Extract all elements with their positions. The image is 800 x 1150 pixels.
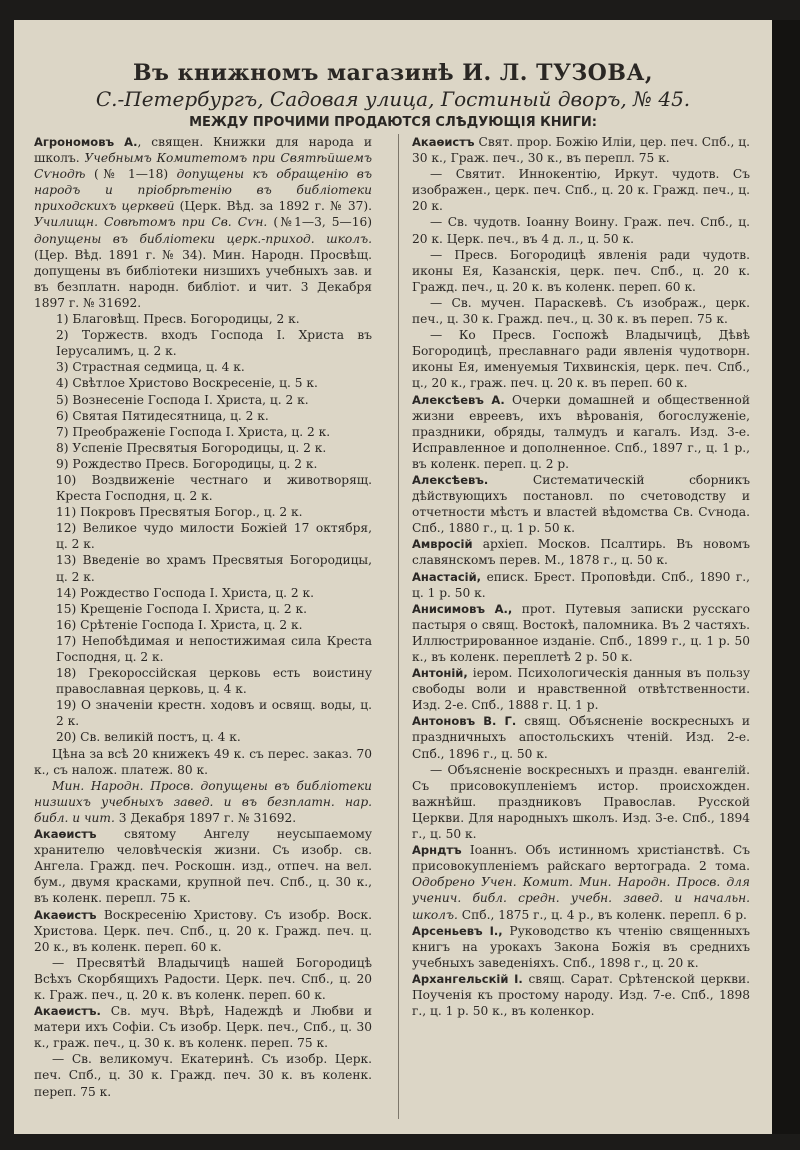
list-item: 19) О значеніи крестн. ходовъ и освящ. воды, ц. 2 к.: [56, 698, 372, 729]
entry-arkhangelsky: Архангельскій І. свящ. Сарат. Срѣтенской церкви. Поученія къ простому народу. Изд. 7-е. Спб., 1898 г., ц. 1 р. 50 к., въ коленкор.: [412, 971, 750, 1019]
list-item: 17) Непобѣдимая и непостижимая сила Креста Господня, ц. 2 к.: [56, 633, 372, 664]
entry-akathist-kazan: — Пресв. Богородицѣ явленія ради чудотв. иконы Ея, Казанскія, церк. печ. Спб., ц. 20 к. Гражд. печ., ц. 20 к. въ коленк. переп. 60 к.: [412, 247, 750, 294]
entry-akathist-resurrection: Акаѳистъ Воскресенію Христову. Съ изобр. Воск. Христова. Церк. печ. Спб., ц. 20 к. Гражд. печ. ц. 20 к., въ коленк. переп. 60 к.: [34, 907, 372, 954]
ministry-note: Мин. Народн. Просв. допущены въ библіотеки низшихъ учебныхъ завед. и въ безплатн. нар. библ. и чит. 3 Декабря 1897 г. № 31692.: [34, 778, 372, 825]
list-item: 12) Великое чудо милости Божіей 17 октября, ц. 2 к.: [56, 521, 372, 552]
page-title: Въ книжномъ магазинѣ И. Л. ТУЗОВА,: [132, 60, 654, 86]
price-note: Цѣна за всѣ 20 книжекъ 49 к. съ перес. заказ. 70 к., съ налож. платеж. 80 к.: [34, 746, 372, 777]
store-address: С.-Петербургъ, Садовая улица, Гостиный дворъ, № 45.: [95, 87, 691, 111]
list-item: 15) Крещеніе Господа І. Христа, ц. 2 к.: [56, 601, 308, 616]
page-edge-shadow: [772, 20, 800, 1134]
list-item: 7) Преображеніе Господа І. Христа, ц. 2 к.: [56, 424, 331, 439]
column-divider: [398, 134, 399, 1119]
entry-akathist-catherine: — Св. великомуч. Екатеринѣ. Съ изобр. Церк. печ. Спб., ц. 30 к. Гражд. печ. 30 к. въ коленк. переп. 75 к.: [34, 1052, 372, 1099]
list-item: 5) Вознесеніе Господа І. Христа, ц. 2 к.: [56, 392, 309, 407]
entry-anastasiy: Анастасій, еписк. Брест. Проповѣди. Спб., 1890 г., ц. 1 р. 50 к.: [412, 569, 750, 600]
entry-antoniy: Антоній, іером. Психологическія данныя въ пользу свободы воли и нравственной отвѣтственности. Изд. 2-е. Спб., 1888 г. Ц. 1 р.: [412, 666, 750, 713]
list-item: 14) Рождество Господа І. Христа, ц. 2 к.: [56, 585, 315, 600]
entry-akathist-innocent: — Святит. Иннокентію, Иркут. чудотв. Съ изображен., церк. печ. Спб., ц. 20 к. Гражд. печ., ц. 20 к.: [412, 167, 750, 214]
entry-agronomov: Агрономовъ А., священ. Книжки для народа и школъ. Учебнымъ Комитетомъ при Святѣйшемъ Сѵнодѣ (№ 1—18) допущены къ обращенію въ народъ и пріобрѣтенію въ библіотеки приходскихъ церквей (Церк. Вѣд. за 1892 г. № 37). Училищн. Совѣтомъ при Св. Сѵн. (№1—3, 5—16) допущены въ библіотеки церк.-приход. школъ. (Цер. Вѣд. 1891 г. № 34). Мин. Народн. Просвѣщ. допущены въ библіотеки низшихъ учебныхъ зав. и въ безплатн. народн. библіот. и чит. 3 Декабря 1897 г. № 31692.: [34, 135, 372, 310]
list-item: 8) Успеніе Пресвятыя Богородицы, ц. 2 к.: [56, 440, 327, 455]
list-item: 10) Воздвиженіе честнаго и животворящ. Креста Господня, ц. 2 к.: [56, 472, 372, 504]
right-column: [412, 134, 750, 1124]
entry-akathist-joy: — Пресвятѣй Владычицѣ нашей Богородицѣ Всѣхъ Скорбящихъ Радости. Церк. печ. Спб., ц. 20 к. Граж. печ., ц. 20 к. въ коленк. переп. 60 к.: [34, 955, 372, 1002]
entry-anisimov: Анисимовъ А., прот. Путевыя записки русскаго пастыря о свящ. Востокѣ, паломника. Въ 2 частяхъ. Иллюстрированное изданіе. Спб., 1899 г., ц. 1 р. 50 к., въ коленк. переплетѣ 2 р. 50 к.: [412, 601, 750, 664]
entry-akathist-angel: Акаѳистъ святому Ангелу неусыпаемому хранителю человѣческія жизни. Съ изобр. св. Ангела. Гражд. печ. Роскошн. изд., отпеч. на вел. бум., двумя красками, крупной печ. Спб., ц. 30 к., въ коленк. перепл. 75 к.: [34, 827, 372, 906]
list-item: 4) Свѣтлое Христово Воскресеніе, ц. 5 к.: [56, 376, 318, 391]
list-item: 9) Рождество Пресв. Богородицы, ц. 2 к.: [56, 456, 318, 471]
page-subtitle: МЕЖДУ ПРОЧИМИ ПРОДАЮТСЯ СЛѢДУЮЩІЯ КНИГИ:: [189, 115, 597, 130]
entry-alekseev-1: Алексѣевъ А. Очерки домашней и общественной жизни евреевъ, ихъ вѣрованія, богослуженіе, праздники, обряды, талмудъ и кагалъ. Изд. 3-е. Исправленное и дополненное. Спб., 1897 г., ц. 1 р., въ коленк. переп. ц. 2 р.: [412, 392, 750, 471]
entry-akathist-john: — Св. чудотв. Іоанну Воину. Граж. печ. Спб., ц. 20 к. Церк. печ., въ 4 д. л., ц. 50 к.: [412, 215, 750, 246]
list-item: 20) Св. великій постъ, ц. 4 к.: [56, 730, 241, 745]
entry-antonov: Антоновъ В. Г. свящ. Объясненіе воскресныхъ и праздничныхъ апостольскихъ чтеній. Изд. 2-е. Спб., 1896 г., ц. 50 к.: [412, 714, 750, 761]
left-column: [34, 134, 372, 1124]
list-item: 6) Святая Пятидесятница, ц. 2 к.: [56, 408, 269, 423]
entry-akathist-paraskeva: — Св. мучен. Параскевѣ. Съ изображ., церк. печ., ц. 30 к. Гражд. печ., ц. 30 к. въ переп. 75 к.: [412, 295, 750, 327]
list-item: 16) Срѣтеніе Господа І. Христа, ц. 2 к.: [56, 617, 303, 632]
page-sheet: [14, 20, 772, 1134]
entry-akathist-tikhvin: — Ко Пресв. Госпожѣ Владычицѣ, Дѣвѣ Богородицѣ, преславнаго ради явленія чудотворн. иконы Ея, именуемыя Тихвинскія, церк. печ. Спб., ц., 20 к., граж. печ. ц. 20 к. въ переп. 60 к.: [412, 328, 750, 391]
entry-akathist-elijah: Акаѳистъ Свят. прор. Божію Иліи, цер. печ. Спб., ц. 30 к., Граж. печ., 30 к., въ перепл. 75 к.: [412, 135, 750, 166]
list-item: 11) Покровъ Пресвятыя Богор., ц. 2 к.: [56, 505, 303, 520]
entry-antonov-2: — Объясненіе воскресныхъ и праздн. евангелій. Съ присовокупленіемъ истор. происхожден. важнѣйш. праздниковъ Православ. Русской Церкви. Для народныхъ школъ. Изд. 3-е. Спб., 1894 г., ц. 50 к.: [412, 762, 750, 842]
entry-alekseev-2: Алексѣевъ. Систематическій сборникъ дѣйствующихъ постановл. по счетоводству и отчетности мѣстъ и властей вѣдомства Св. Сѵнода. Спб., 1880 г., ц. 1 р. 50 к.: [412, 472, 750, 536]
list-item: 3) Страстная седмица, ц. 4 к.: [56, 360, 245, 375]
entry-arsenyev: Арсеньевъ І., Руководство къ чтенію священныхъ книгъ на урокахъ Закона Божія въ среднихъ учебныхъ заведеніяхъ. Спб., 1898 г., ц. 20 к.: [412, 923, 750, 970]
list-item: 13) Введеніе во храмъ Пресвятыя Богородицы, ц. 2 к.: [56, 553, 372, 584]
list-item: 1) Благовѣщ. Пресв. Богородицы, 2 к.: [56, 312, 300, 327]
entry-akathist-martyrs: Акаѳистъ. Св. муч. Вѣрѣ, Надеждѣ и Любви и матери ихъ Софіи. Съ изобр. Церк. печ., Спб., ц. 30 к., граж. печ., ц. 30 к. въ коленк. переп. 75 к.: [34, 1004, 372, 1051]
entry-amvrosiy: Амвросій архіеп. Москов. Псалтирь. Въ новомъ славянскомъ перев. М., 1878 г., ц. 50 к.: [412, 537, 750, 568]
list-item: 18) Грекороссійская церковь есть воистину православная церковь, ц. 4 к.: [56, 666, 372, 697]
entry-arndt: Арндтъ Іоаннъ. Объ истинномъ христіанствѣ. Съ присовокупленіемъ райскаго вертограда. 2 тома. Одобрено Учен. Комит. Мин. Народн. Просв. для ученич. библ. средн. учебн. завед. и начальн. школъ. Спб., 1875 г., ц. 4 р., въ коленк. перепл. 6 р.: [412, 843, 750, 922]
list-item: 2) Торжеств. входъ Господа І. Христа въ Іерусалимъ, ц. 2 к.: [56, 328, 372, 359]
